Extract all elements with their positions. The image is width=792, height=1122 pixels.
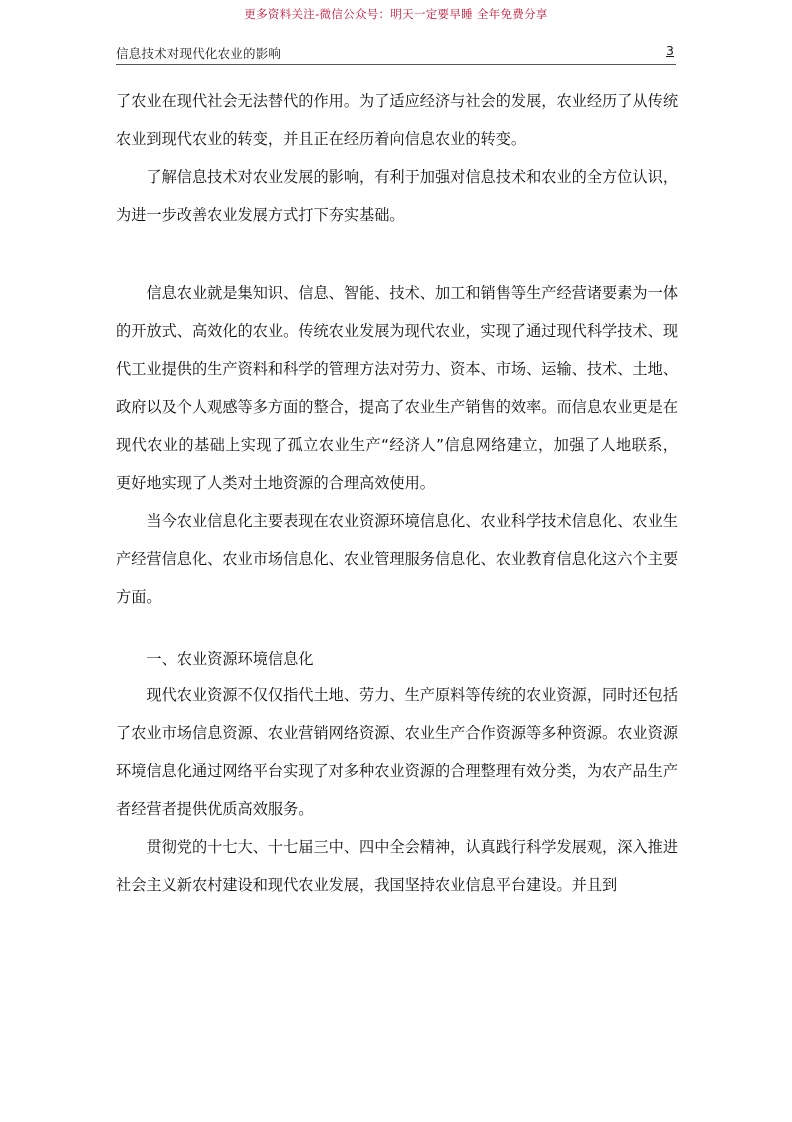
paragraph-1: 了农业在现代社会无法替代的作用。为了适应经济与社会的发展，农业经历了从传统农业到现代农业的转变，并且正在经历着向信息农业的转变。 (116, 92, 678, 148)
spacer (116, 616, 678, 642)
page-number: 3 (666, 43, 674, 58)
paragraph-3: 信息农业就是集知识、信息、智能、技术、加工和销售等生产经营诸要素为一体的开放式、高效化的农业。传统农业发展为现代农业，实现了通过现代科学技术、现代工业提供的生产资料和科学的管理方法对劳力、资本、市场、运输、技术、土地、政府以及个人观感等多方面的整合，提高了农业生产销售的效率。而信息农业更是在现代农业的基础上实现了孤立农业生产“经济人”信息网络建立，加强了人地联系，更好地实现了人类对土地资源的合理高效使用。 (116, 284, 678, 492)
header-title: 信息技术对现代化农业的影响 (116, 46, 282, 61)
paragraph-2: 了解信息技术对农业发展的影响，有利于加强对信息技术和农业的全方位认识，为进一步改善农业发展方式打下夯实基础。 (116, 168, 678, 224)
running-header (116, 42, 676, 65)
section-paragraph-1: 现代农业资源不仅仅指代土地、劳力、生产原料等传统的农业资源，同时还包括了农业市场信息资源、农业营销网络资源、农业生产合作资源等多种资源。农业资源环境信息化通过网络平台实现了对多种农业资源的合理整理有效分类，为农产品生产者经营者提供优质高效服务。 (116, 686, 678, 818)
paragraph-4: 当今农业信息化主要表现在农业资源环境信息化、农业科学技术信息化、农业生产经营信息化、农业市场信息化、农业管理服务信息化、农业教育信息化这六个主要方面。 (116, 512, 678, 606)
promo-watermark: 更多资料关注-微信公众号：明天一定要早睡 全年免费分享 (244, 7, 548, 21)
section-heading: 一、农业资源环境信息化 (146, 650, 314, 668)
body-column (116, 82, 678, 904)
section-paragraph-2: 贯彻党的十七大、十七届三中、四中全会精神，认真践行科学发展观，深入推进社会主义新农村建设和现代农业发展，我国坚持农业信息平台建设。并且到 (116, 838, 678, 894)
spacer (116, 234, 678, 274)
